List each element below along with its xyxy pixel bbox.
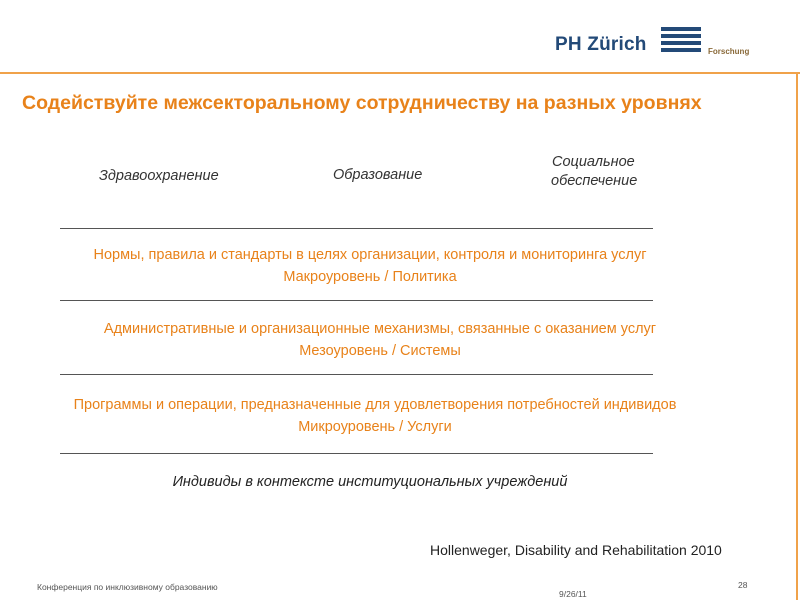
individuals-text: Индивиды в контексте институциональных учреждений — [172, 474, 568, 490]
level-micro — [0, 394, 750, 438]
level-micro-description: Программы и операции, предназначенные для удовлетворения потребностей индивидов — [73, 397, 677, 413]
divider-line — [60, 228, 653, 229]
slide-title: Содействуйте межсекторальному сотрудничеству на разных уровнях — [22, 92, 702, 114]
divider-line — [60, 374, 653, 375]
divider-line — [60, 300, 653, 301]
logo-subtext: Forschung — [708, 47, 750, 56]
logo-text: PH Zürich — [555, 34, 647, 55]
footer-date: 9/26/11 — [559, 589, 587, 599]
sector-education: Образование — [333, 167, 423, 183]
citation: Hollenweger, Disability and Rehabilitation 2010 — [430, 542, 722, 558]
logo-stripes-icon — [661, 27, 701, 57]
page-number: 28 — [738, 580, 748, 590]
sector-social — [551, 153, 671, 191]
sector-social-label: Социальное обеспечение — [551, 154, 638, 189]
level-macro — [0, 244, 740, 288]
level-meso-label: Мезоуровень / Системы — [299, 343, 461, 359]
level-macro-description: Нормы, правила и стандарты в целях организации, контроля и мониторинга услуг — [93, 247, 647, 263]
right-frame-line — [796, 72, 798, 600]
divider-line — [60, 453, 653, 454]
header-divider — [0, 72, 800, 74]
level-meso — [0, 318, 760, 362]
level-meso-description: Административные и организационные механизмы, связанные с оказанием услуг — [103, 321, 657, 337]
level-micro-label: Микроуровень / Услуги — [298, 419, 452, 435]
footer-conference: Конференция по инклюзивному образованию — [37, 582, 218, 592]
level-macro-label: Макроуровень / Политика — [283, 269, 457, 285]
sector-health: Здравоохранение — [99, 168, 219, 184]
